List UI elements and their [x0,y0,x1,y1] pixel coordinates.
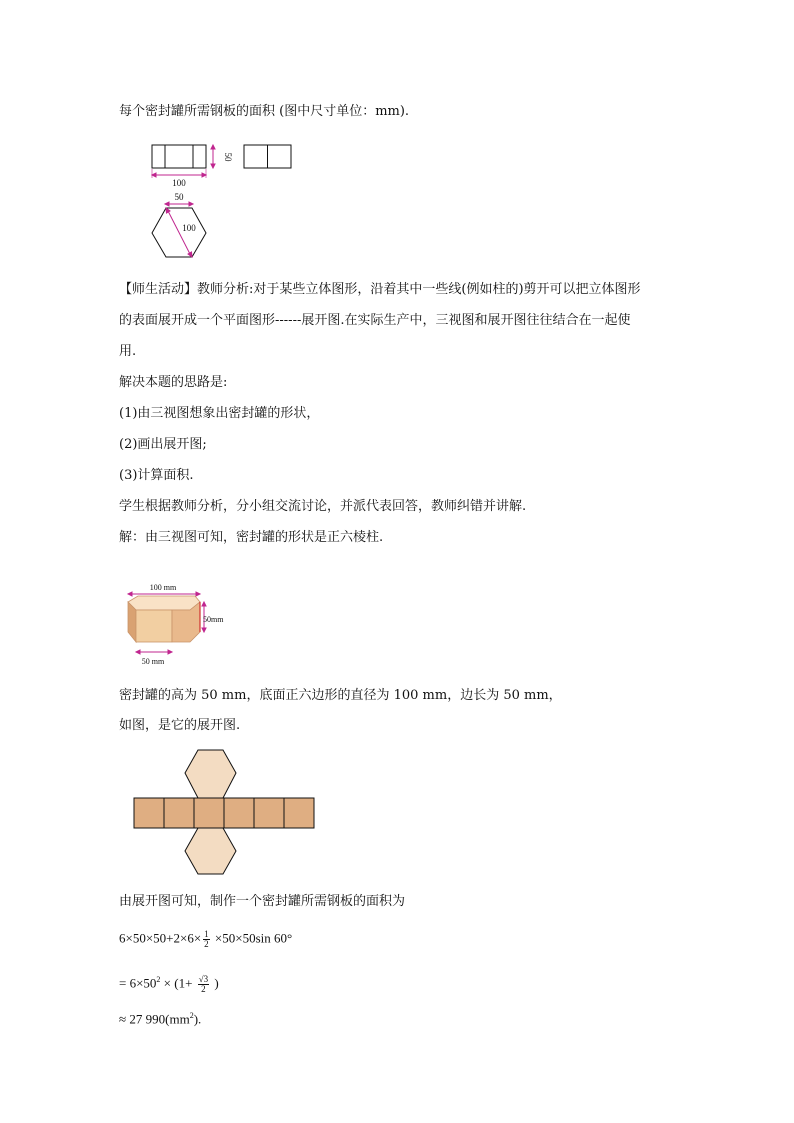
prism-net-diagram [132,748,318,876]
step-2: (2)画出展开图; [119,437,207,452]
formula-2-part-a: = 6×50 [119,975,157,991]
area-intro: 由展开图可知，制作一个密封罐所需钢板的面积为 [119,894,406,909]
formula-2-exponent: 2 [156,975,161,984]
hexagonal-prism-figure [120,580,240,672]
formula-2-part-b: × (1+ [160,975,196,991]
prism-front-face [136,610,172,642]
net-top-hexagon [185,750,236,798]
width-label: 100 [172,178,186,188]
side-view [244,145,291,168]
net-bottom-hexagon [185,828,236,874]
prism-right-label: 50mm [203,615,224,624]
teacher-activity-line-3: 用. [119,344,137,359]
formula-1-part-b: ×50×50sin 60° [211,930,293,946]
formula-2-part-c: ) [211,975,219,991]
formula-line-1 [119,930,292,949]
dimensions-text: 密封罐的高为 50 mm，底面正六边形的直径为 100 mm，边长为 50 mm， [119,688,562,703]
teacher-activity-line-1: 【师生活动】教师分析:对于某些立体图形，沿着其中一些线(例如柱的)剪开可以把立体图形 [119,282,641,297]
student-activity: 学生根据教师分析，分小组交流讨论，并派代表回答，教师纠错并讲解. [119,499,527,514]
fraction-numerator: 1 [204,929,209,939]
intro-text: 每个密封罐所需钢板的面积 (图中尺寸单位：mm). [119,104,410,119]
teacher-activity-line-2: 的表面展开成一个平面图形------展开图.在实际生产中，三视图和展开图往往结合在一起使 [119,313,631,328]
formula-3-exponent: 2 [189,1011,194,1020]
side-label: 50 [174,192,184,202]
prism-top-label: 100 mm [149,583,177,592]
fraction-sqrt3-half [198,975,209,994]
prism-top-face [128,596,200,610]
front-view [152,145,206,168]
step-1: (1)由三视图想象出密封罐的形状， [119,406,320,421]
side-dimension [165,202,193,206]
steps-intro: 解决本题的思路是: [119,375,228,390]
three-view-diagram [145,138,305,262]
formula-line-2 [119,972,219,994]
net-intro: 如图，是它的展开图. [119,718,241,733]
fraction-denominator: 2 [201,983,206,994]
step-3: (3)计算面积. [119,468,194,483]
width-dimension [152,169,206,178]
prism-top-dimension [128,592,200,596]
prism-bottom-label: 50 mm [141,657,165,666]
fraction-denominator: 2 [204,939,209,949]
formula-1-part-a: 6×50×50+2×6× [119,930,202,946]
formula-3-part-a: ≈ 27 990(mm [119,1011,190,1027]
formula-line-3 [119,1008,201,1027]
prism-bottom-dimension [136,650,172,654]
formula-3-part-b: ). [193,1011,202,1027]
height-dimension [211,145,215,168]
height-label: 50 [223,152,233,162]
fraction-numerator: √3 [198,973,209,984]
solution-text: 解：由三视图可知，密封罐的形状是正六棱柱. [119,530,384,545]
net-rectangles [134,798,314,828]
fraction-one-half [203,930,210,949]
diagonal-label: 100 [182,223,196,233]
